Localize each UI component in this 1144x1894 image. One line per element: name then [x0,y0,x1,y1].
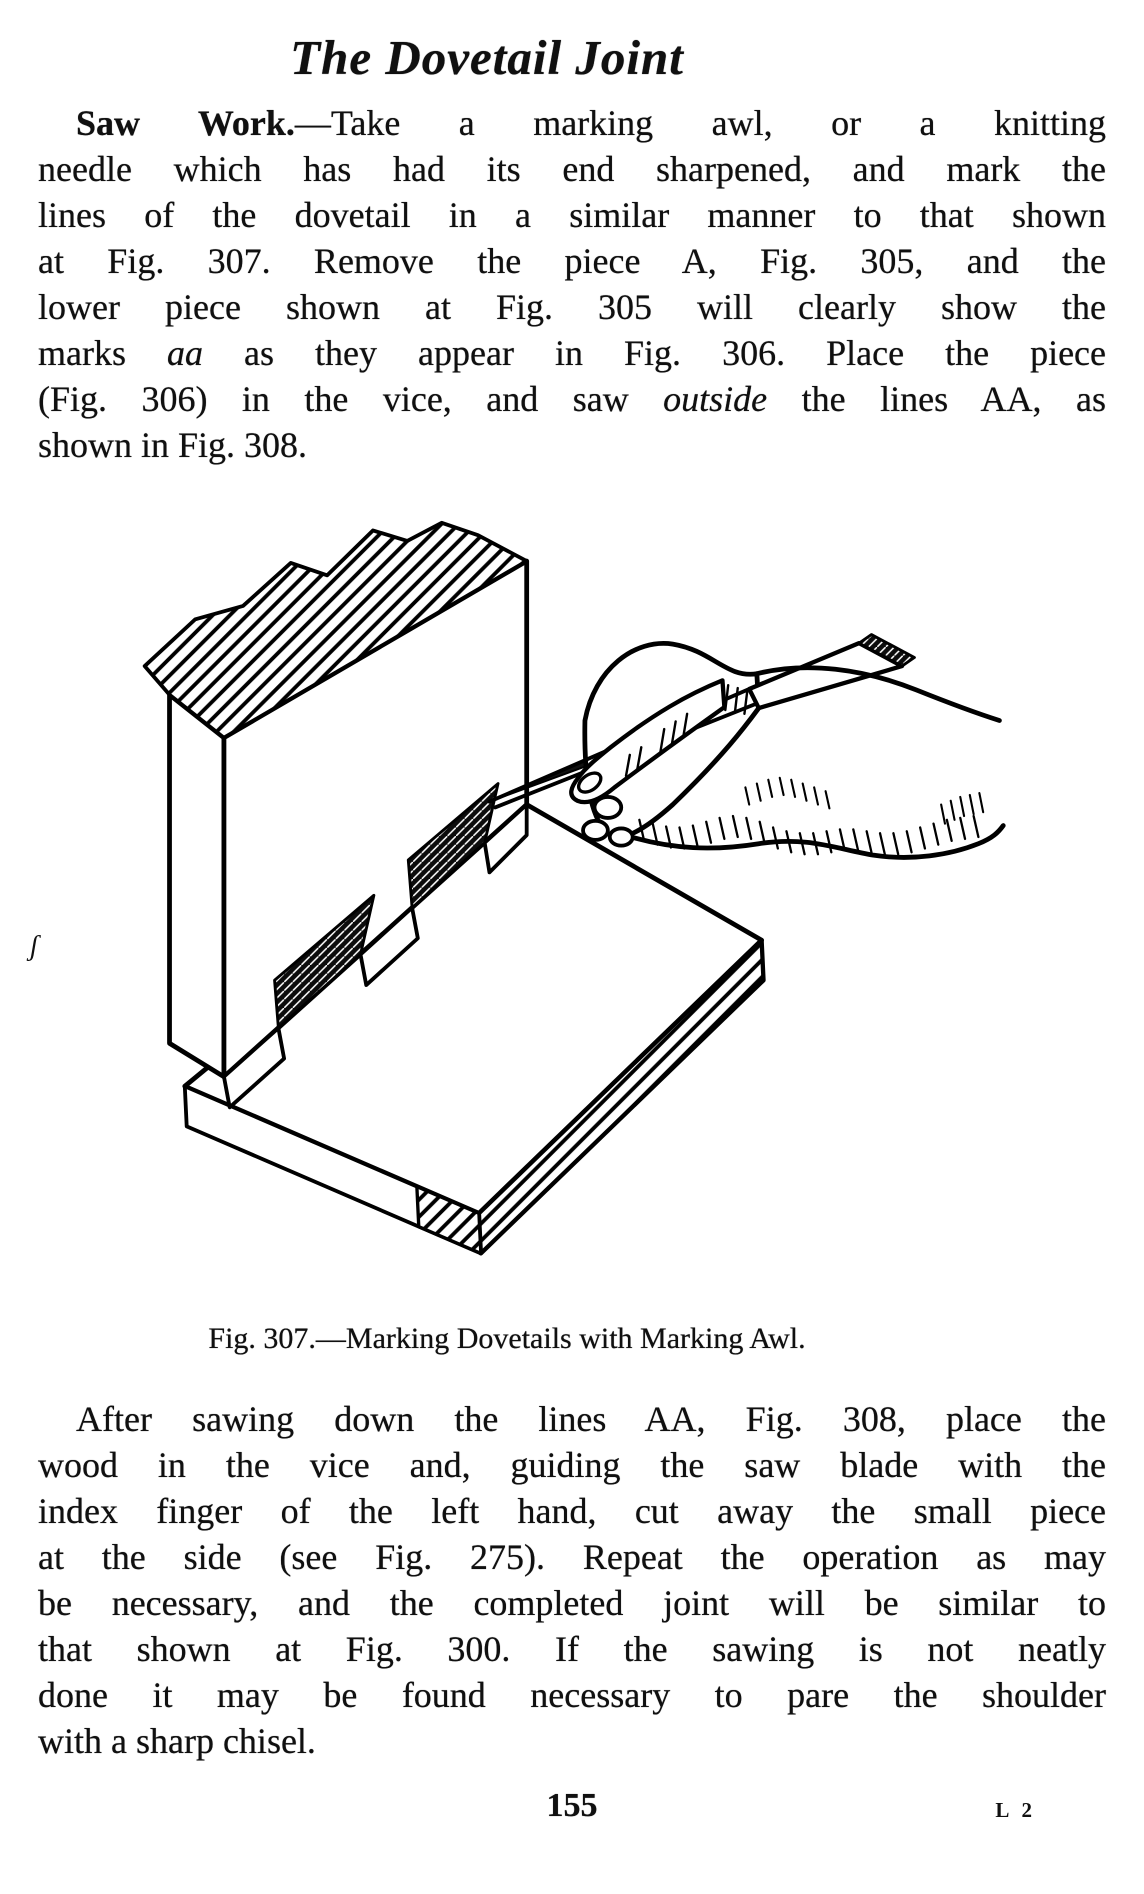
text-line: shown in Fig. 308. [38,425,308,465]
text-line: marks aa as they appear in Fig. 306. Place the piece [38,333,1107,373]
text-line: that shown at Fig. 300. If the sawing is not neatly [38,1629,1106,1669]
page-footer [38,1784,1106,1844]
text-line: Saw Work.—Take a marking awl, or a knitting [76,103,1106,143]
hand [489,635,914,846]
text-line: lower piece shown at Fig. 305 will clearly show the [38,287,1106,327]
figure-307 [38,518,1106,1318]
text-line: needle which has had its end sharpened, and mark the [38,149,1106,189]
stray-ink-mark: ʃ [30,931,39,962]
text-line: lines of the dovetail in a similar manner to that shown [38,195,1106,235]
fingertip [610,828,633,845]
text-line: After sawing down the lines AA, Fig. 308, place the [76,1399,1106,1439]
text-line: done it may be found necessary to pare the shoulder [38,1675,1106,1715]
page-number: 155 [546,1787,598,1824]
paragraph-saw-work [38,100,1106,468]
lead-in: Saw Work. [76,103,295,143]
arm-hair-hatch [745,778,983,824]
fingertip [594,797,621,818]
fingertip [583,821,608,840]
paragraph-after-sawing [38,1396,1106,1764]
figure-caption: Fig. 307.—Marking Dovetails with Marking Awl. [208,1322,806,1355]
text-line: with a sharp chisel. [38,1721,316,1761]
text-line: be necessary, and the completed joint will be similar to [38,1583,1106,1623]
figure-illustration [138,518,1093,1263]
book-page [0,26,1144,1844]
signature-mark: L 2 [995,1798,1036,1822]
text-line: wood in the vice and, guiding the saw blade with the [38,1445,1106,1485]
page-title: The Dovetail Joint [290,30,684,85]
text-line: at the side (see Fig. 275). Repeat the operation as may [38,1537,1106,1577]
text-line: at Fig. 307. Remove the piece A, Fig. 305, and the [38,241,1106,281]
text-line: (Fig. 306) in the vice, and saw outside the lines AA, as [38,379,1107,419]
text-line: index finger of the left hand, cut away the small piece [38,1491,1106,1531]
